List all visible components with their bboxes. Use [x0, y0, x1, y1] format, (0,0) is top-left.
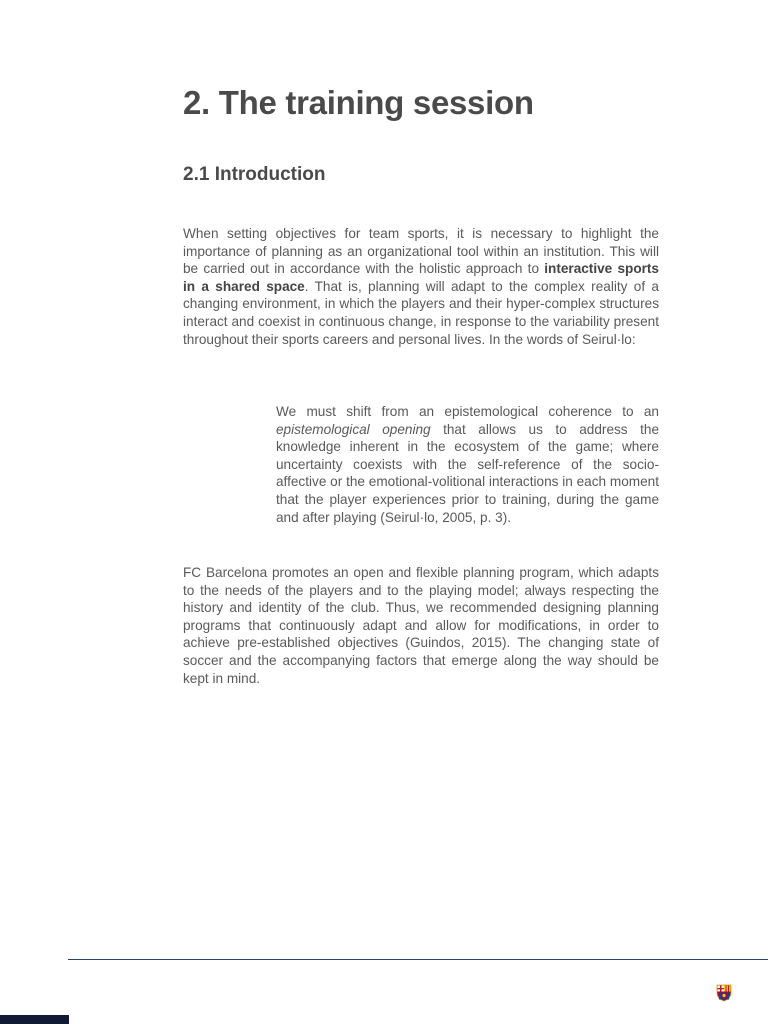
intro-paragraph [183, 225, 659, 348]
quote-text-start: We must shift from an epistemological coherence to an [276, 404, 659, 419]
intro-bold-phrase: interactive sports in a shared space [183, 261, 659, 294]
fc-barcelona-crest-icon [716, 984, 732, 1002]
planning-paragraph: FC Barcelona promotes an open and flexible planning program, which adapts to the needs of the players and to the playing model; always respecting the history and identity of the club. Thus, we recommended designing planning programs that continuously adapt and allow for modifications, in order to achieve pre-established objectives (Guindos, 2015). The changing state of soccer and the accompanying factors that emerge along the way should be kept in mind. [183, 565, 659, 686]
intro-text-end: . That is, planning will adapt to the complex reality of a changing environment, in which the players and their hyper-complex structures interact and coexist in continuous change, in response to the variability present throughout their sports careers and personal lives. In the words of Seirul·lo: [183, 278, 659, 347]
block-quote [276, 403, 659, 526]
footer-rule [68, 959, 768, 960]
section-title: 2.1 Introduction [183, 164, 326, 185]
chapter-title: 2. The training session [183, 84, 534, 121]
quote-italic-phrase: epistemological opening [276, 421, 431, 437]
quote-text-end: that allows us to address the knowledge inherent in the ecosystem of the game; where uncertainty coexists with the self-reference of the socio-affective or the emotional-volitional interactions in each moment that the player experiences prior to training, during the game and after playing (Seirul·lo, 2005, p. 3). [276, 421, 660, 525]
corner-bar [0, 1015, 69, 1024]
intro-text-start: When setting objectives for team sports, it is necessary to highlight the importance of planning as an organizational tool within an institution. This will be carried out in accordance with the holistic approach to [183, 226, 659, 277]
